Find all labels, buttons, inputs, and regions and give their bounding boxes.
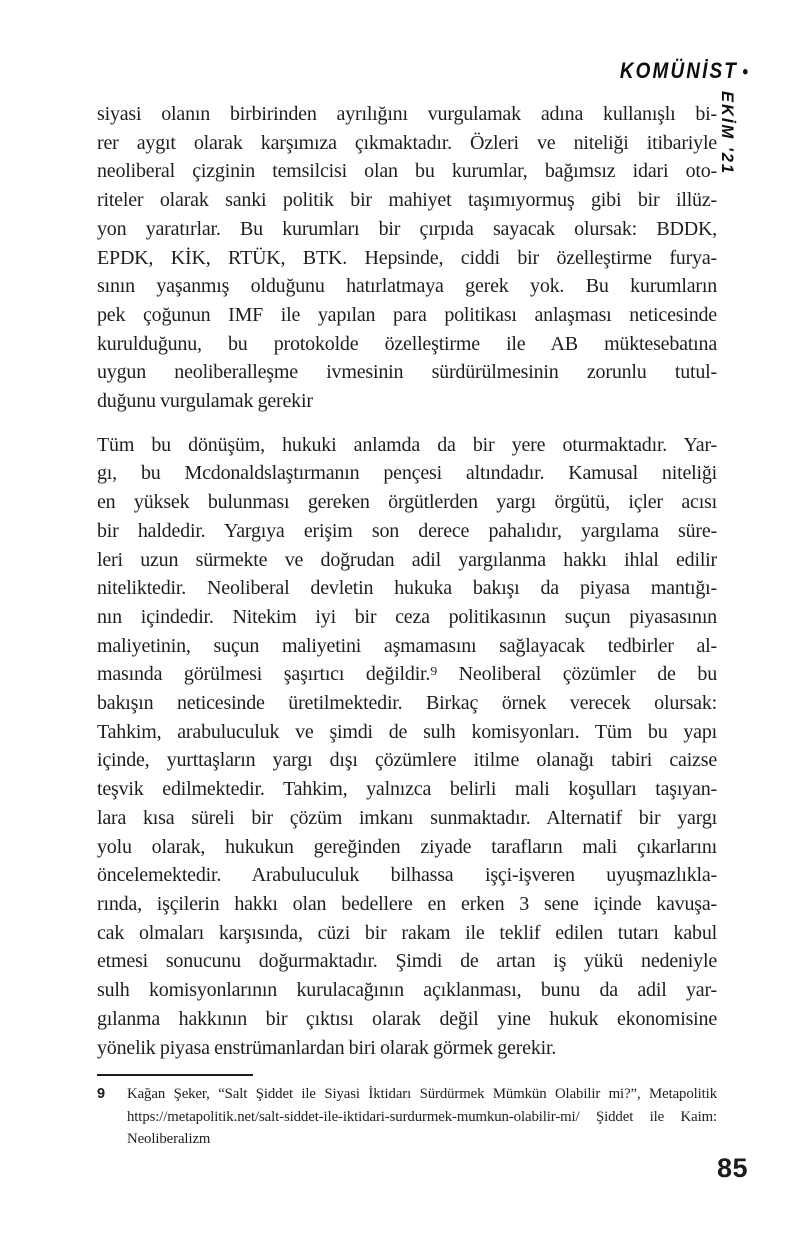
text-line: masında görülmesi şaşırtıcı değildir.⁹ Neoliberal çözümler de bu (97, 663, 717, 686)
paragraph (97, 431, 717, 1062)
journal-title-text: KOMÜNİST (619, 58, 738, 83)
text-line: leri uzun sürmekte ve doğrudan adil yargılanma hakkı ihlal edilir (97, 548, 717, 571)
text-line: en yüksek bulunması gereken örgütlerden yargı örgütü, içler acısı (97, 491, 717, 514)
text-line: kurulduğunu, bu protokolde özelleştirme ile AB müktesebatına (97, 332, 717, 355)
text-line: gılanma hakkının bir çıktısı olarak değil yine hukuk ekonomisine (97, 1007, 717, 1030)
footnote-text: Kağan Şeker, “Salt Şiddet ile Siyasi İktidarı Sürdürmek Mümkün Olabilir mi?”, Metapolitik https://metapolitik.net/salt-siddet-ile-iktidari-surdurmek-mumkun-olabilir-mi/ Şiddet ile Kaim: Neoliberalizm (127, 1086, 717, 1147)
text-line: öncelemektedir. Arabuluculuk bilhassa işçi-işveren uyuşmazlıkla- (97, 864, 717, 887)
text-line: nın içindedir. Nitekim iyi bir ceza politikasının suçun piyasasının (97, 605, 717, 628)
text-line: yolu olarak, hukukun gereğinden ziyade tarafların mali çıkarlarını (97, 835, 717, 858)
text-line: Tahkim, arabuluculuk ve şimdi de sulh komisyonları. Tüm bu yapı (97, 720, 717, 743)
text-line: riteler olarak sanki politik bir mahiyet taşımıyormuş gibi bir illüz- (97, 189, 717, 212)
journal-title (620, 58, 748, 84)
text-line: yon yaratırlar. Bu kurumları bir çırpıda sayacak olursak: BDDK, (97, 217, 717, 240)
text-line: içinde, yurttaşların yargı dışı çözümlere itilme olanağı tabiri caizse (97, 749, 717, 772)
text-line: siyasi olanın birbirinden ayrılığını vurgulamak adına kullanışlı bi- (97, 103, 717, 125)
text-line: sının yaşanmış olduğunu hatırlatmaya gerek yok. Bu kurumların (97, 275, 717, 298)
text-line: rer aygıt olarak karşımıza çıkmaktadır. Özleri ve niteliği itibariyle (97, 131, 717, 154)
footnote-divider (97, 1074, 253, 1076)
text-line: teşvik edilmektedir. Tahkim, yalnızca belirli mali koşulları taşıyan- (97, 778, 717, 801)
footnote (97, 1083, 717, 1151)
text-line: rında, işçilerin hakkı olan bedellere en erken 3 sene içinde kavuşa- (97, 892, 717, 915)
text-line: niteliktedir. Neoliberal devletin hukuka bakışı da piyasa mantığı- (97, 577, 717, 600)
issue-date-vertical: EKİM '21 (718, 91, 736, 176)
page-number: 85 (716, 1153, 748, 1183)
text-line: neoliberal çizginin temsilcisi olan bu kurumlar, bağımsız idari oto- (97, 160, 717, 183)
text-line: sulh komisyonlarının kurulacağının açıklanması, bunu da adil yar- (97, 979, 717, 1002)
body-text (97, 100, 717, 1062)
text-line: cak olmaları karşısında, cüzi bir rakam ile teklif edilen tutarı kabul (97, 921, 717, 944)
text-line: Tüm bu dönüşüm, hukuki anlamda da bir yere oturmaktadır. Yar- (97, 433, 717, 456)
text-line: gı, bu Mcdonaldslaştırmanın pençesi altındadır. Kamusal niteliği (97, 462, 717, 485)
text-line: etmesi sonucunu doğurmaktadır. Şimdi de artan iş yükü nedeniyle (97, 950, 717, 973)
text-line: uygun neoliberalleşme ivmesinin sürdürülmesinin zorunlu tutul- (97, 361, 717, 384)
journal-title-bullet: • (742, 62, 748, 83)
text-line: duğunu vurgulamak gerekir (97, 390, 313, 413)
text-line: lara kısa süreli bir çözüm imkanı sunmaktadır. Alternatif bir yargı (97, 806, 717, 829)
text-line: maliyetinin, suçun maliyetini aşmamasını sağlayacak tedbirler al- (97, 634, 717, 657)
text-line: bir haldedir. Yargıya erişim son derece pahalıdır, yargılama süre- (97, 519, 717, 542)
text-line: pek çoğunun IMF ile yapılan para politikası anlaşması neticesinde (97, 303, 717, 326)
text-line: yönelik piyasa enstrümanlardan biri olarak görmek gerekir. (97, 1036, 557, 1059)
paragraph (97, 100, 717, 416)
text-line: bakışın neticesinde üretilmektedir. Birkaç örnek verecek olursak: (97, 692, 717, 715)
footnote-number: 9 (97, 1086, 106, 1102)
text-line: EPDK, KİK, RTÜK, BTK. Hepsinde, ciddi bir özelleştirme furya- (97, 246, 717, 269)
